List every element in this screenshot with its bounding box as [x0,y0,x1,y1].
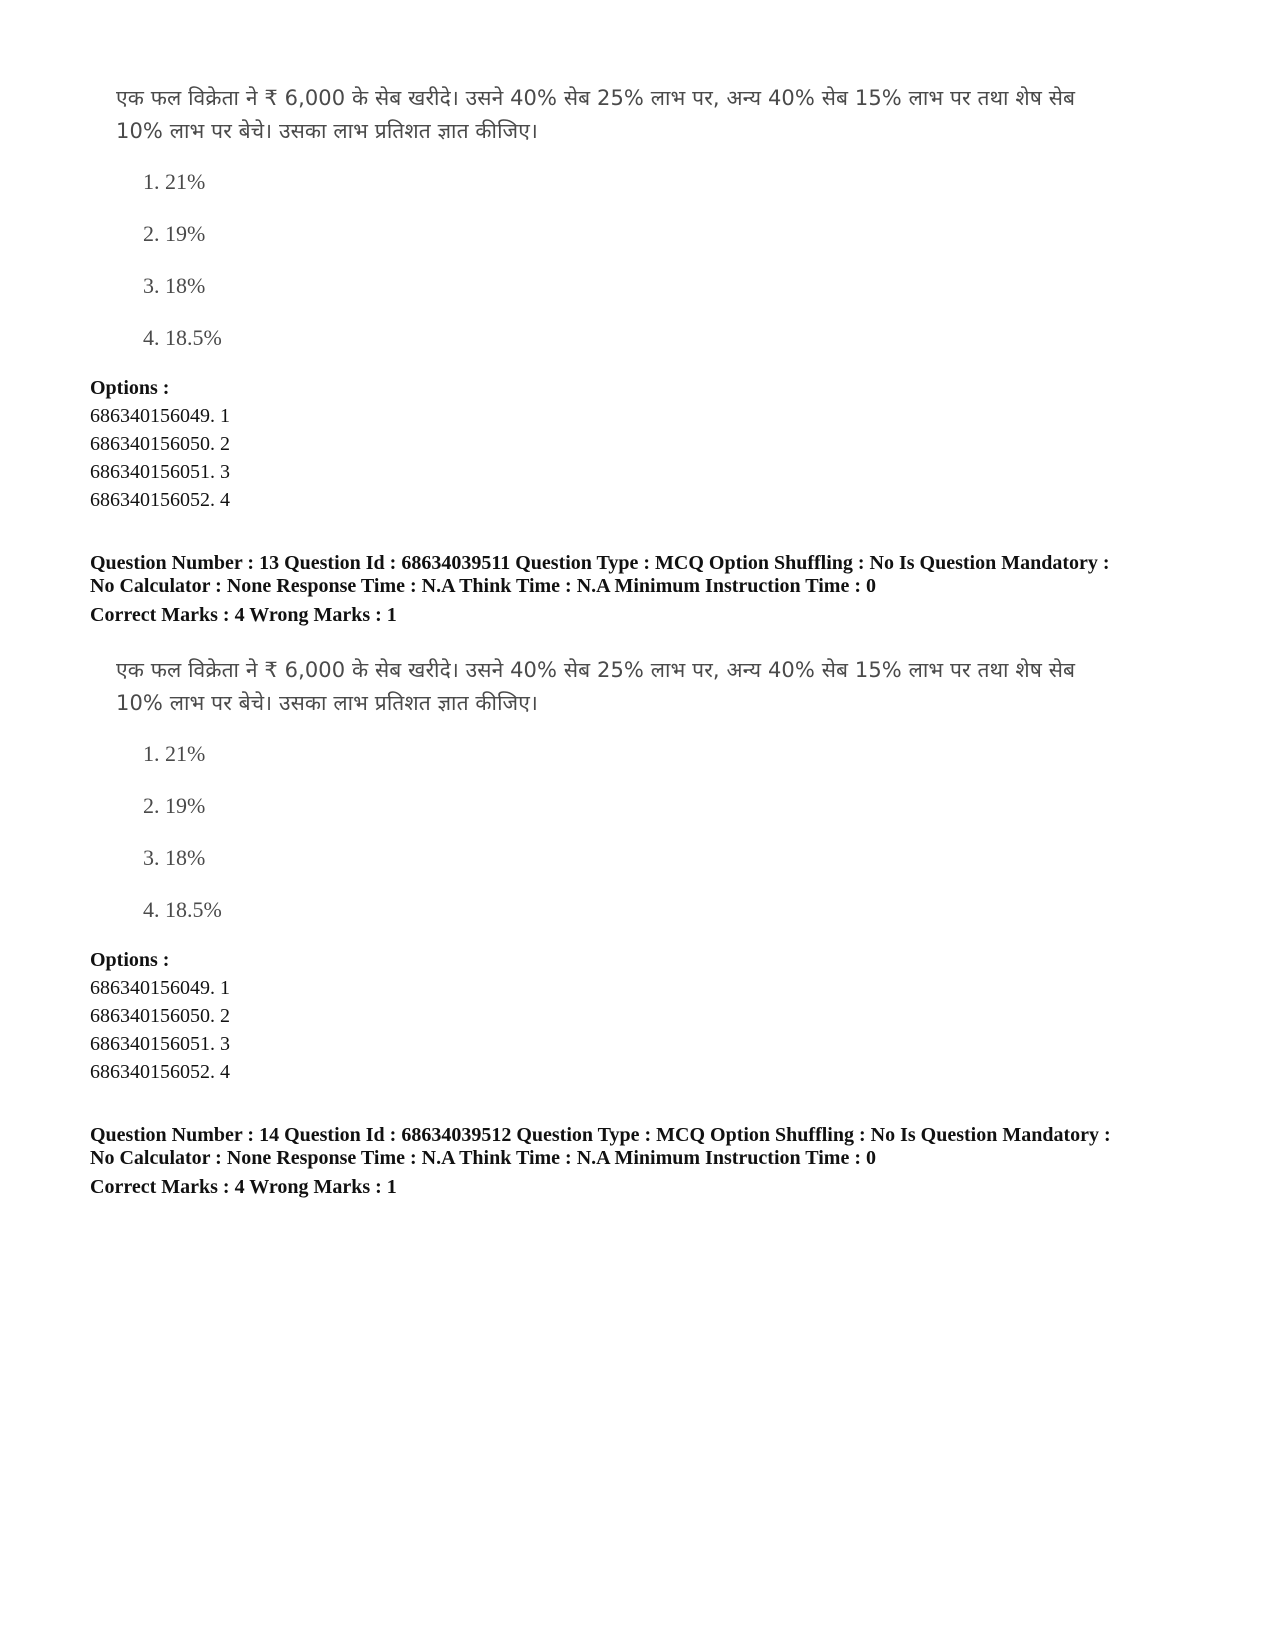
question-meta-line: Question Number : 13 Question Id : 68634039511 Question Type : MCQ Option Shuffling : No Is Question Mandatory : [90,552,1110,574]
question-text-line: एक फल विक्रेता ने ₹ 6,000 के सेब खरीदे। उसने 40% सेब 25% लाभ पर, अन्य 40% सेब 15% लाभ पर तथा शेष सेब [116,658,1076,682]
choice-item: 4. 18.5% [143,325,222,350]
question-image [116,654,1176,720]
choice-item: 3. 18% [143,273,206,298]
question-meta-line: No Calculator : None Response Time : N.A Think Time : N.A Minimum Instruction Time : 0 [90,575,876,597]
option-line: 686340156052. 4 [90,1061,230,1083]
options-heading: Options : [90,949,170,971]
question-text-line: एक फल विक्रेता ने ₹ 6,000 के सेब खरीदे। उसने 40% सेब 25% लाभ पर, अन्य 40% सेब 15% लाभ पर तथा शेष सेब [116,86,1076,110]
option-line: 686340156049. 1 [90,977,230,999]
question-meta [90,552,1150,598]
question-meta-line: Question Number : 14 Question Id : 68634039512 Question Type : MCQ Option Shuffling : No Is Question Mandatory : [90,1124,1111,1146]
option-line: 686340156049. 1 [90,405,230,427]
option-line: 686340156050. 2 [90,1005,230,1027]
question-meta-line: No Calculator : None Response Time : N.A Think Time : N.A Minimum Instruction Time : 0 [90,1147,876,1169]
question-marks: Correct Marks : 4 Wrong Marks : 1 [90,1176,397,1198]
choice-item: 1. 21% [143,741,206,766]
option-line: 686340156051. 3 [90,1033,230,1055]
question-meta [90,1124,1150,1170]
option-line: 686340156051. 3 [90,461,230,483]
choice-item: 4. 18.5% [143,897,222,922]
choice-item: 2. 19% [143,793,206,818]
option-line: 686340156052. 4 [90,489,230,511]
choice-item: 3. 18% [143,845,206,870]
option-line: 686340156050. 2 [90,433,230,455]
question-marks: Correct Marks : 4 Wrong Marks : 1 [90,604,397,626]
choice-item: 1. 21% [143,169,206,194]
question-image [116,82,1176,148]
options-heading: Options : [90,377,170,399]
question-text-line: 10% लाभ पर बेचे। उसका लाभ प्रतिशत ज्ञात कीजिए। [116,119,538,143]
question-text-line: 10% लाभ पर बेचे। उसका लाभ प्रतिशत ज्ञात कीजिए। [116,691,538,715]
choice-item: 2. 19% [143,221,206,246]
